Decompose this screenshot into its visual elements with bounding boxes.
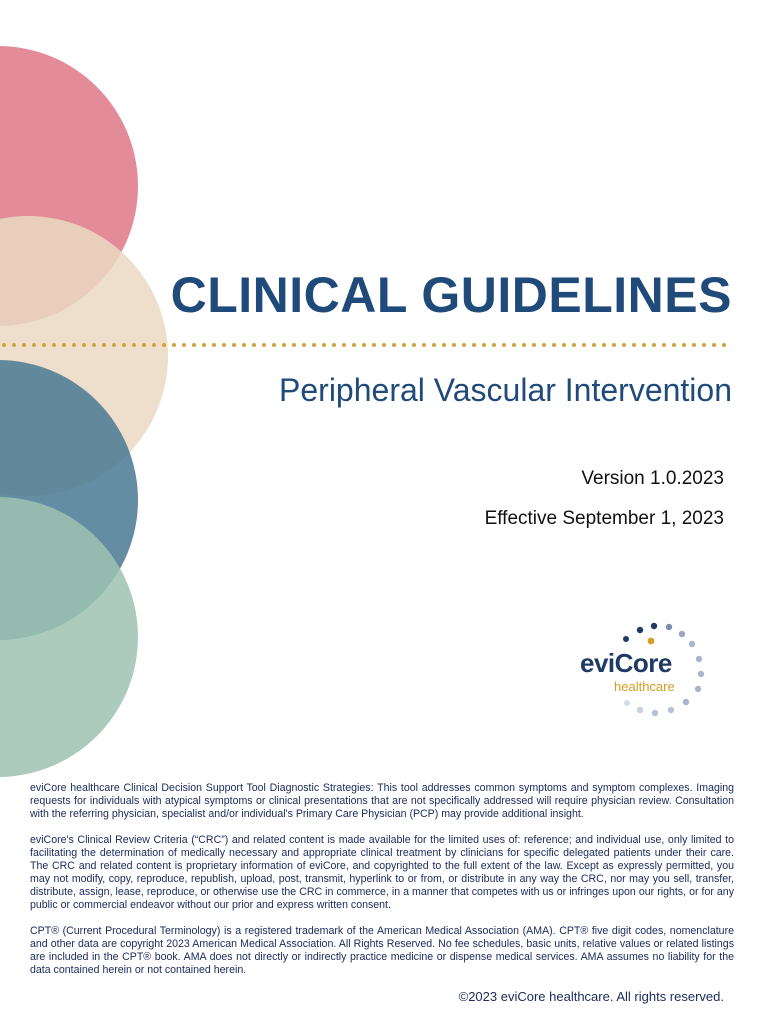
evicore-logo [574, 618, 714, 724]
decorative-circles [0, 0, 200, 790]
document-subtitle: Peripheral Vascular Intervention [279, 372, 732, 408]
document-title: CLINICAL GUIDELINES [170, 267, 732, 323]
disclaimer-paragraph-1: eviCore healthcare Clinical Decision Support Tool Diagnostic Strategies: This tool addresses common symptoms and symptom complexes. Imaging requests for individuals with atypical symptoms or clinical presentations that are not specifically addressed will require physician review. Consultation with the referring physician, specialist and/or individual's Primary Care Physician (PCP) may provide additional insight. [30, 782, 734, 820]
copyright-notice: ©2023 eviCore healthcare. All rights reserved. [458, 989, 724, 1004]
dotted-divider [0, 338, 734, 352]
disclaimer-paragraph-2: eviCore's Clinical Review Criteria (“CRC”) and related content is made available for the limited uses of: reference; and individual use, only limited to facilitating the determination of medically necessary and appropriate clinical treatment by clinicians for specific delegated patients under their care. The CRC and related content is proprietary information of eviCore, and copyrighted to the full extent of the law. Except as expressly permitted, you may not modify, copy, reproduce, republish, upload, post, transmit, hyperlink to or from, or distribute in any way the CRC, nor may you sell, transfer, distribute, assign, lease, reproduce, or otherwise use the CRC in commerce, in a manner that competes with us or infringes upon our rights, or for any public or commercial endeavor without our prior and express written consent. [30, 834, 734, 911]
version-label: Version 1.0.2023 [581, 468, 724, 489]
logo-tagline: healthcare [614, 679, 675, 694]
disclaimer-paragraph-3: CPT® (Current Procedural Terminology) is a registered trademark of the American Medical Association (AMA). CPT® five digit codes, nomenclature and other data are copyright 2023 American Medical Association. All Rights Reserved. No fee schedules, basic units, relative values or related listings are included in the CPT® book. AMA does not directly or indirectly practice medicine or dispense medical services. AMA assumes no liability for the data contained herein or not contained herein. [30, 925, 734, 976]
effective-date: Effective September 1, 2023 [484, 508, 724, 529]
legal-disclaimer [30, 782, 734, 990]
logo-wordmark: eviCore [580, 648, 672, 678]
